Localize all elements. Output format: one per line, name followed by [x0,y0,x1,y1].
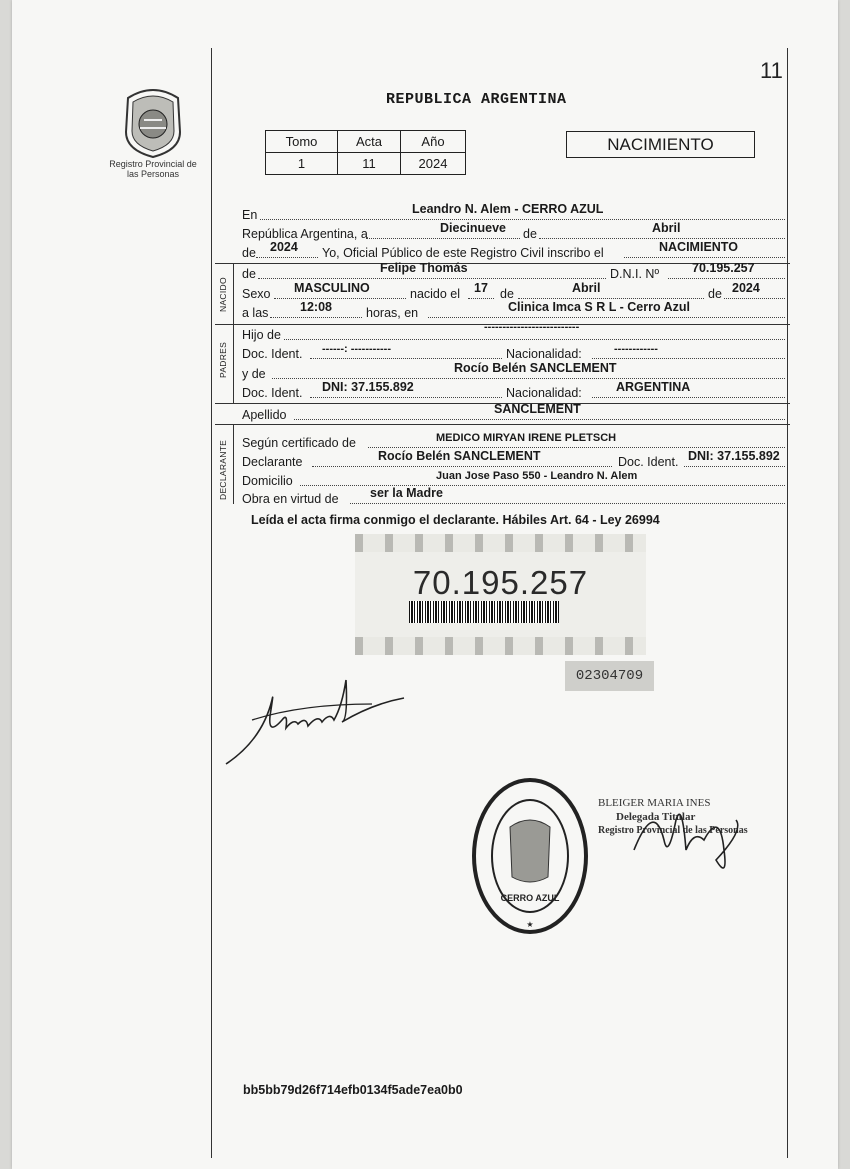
year-row [242,240,785,261]
mother-nationality: ARGENTINA [616,380,691,394]
acta-value: 11 [338,153,401,175]
registry-name: Registro Provincial de las Personas [109,159,197,179]
section-parents: PADRES [218,341,228,378]
registrar-text: Yo, Oficial Público de este Registro Civil inscribo el [322,246,604,260]
acta-header: Acta [338,131,401,153]
by-label: Obra en virtud de [242,492,339,506]
born-de-2: de [708,287,722,301]
father-name: -------------------------- [484,321,580,333]
surname-label: Apellido [242,408,287,422]
en-label: En [242,208,258,222]
mother-doc: DNI: 37.155.892 [322,380,414,394]
republic-label: República Argentina, a [242,227,368,241]
child-dni: 70.195.257 [692,261,755,275]
tomo-header: Tomo [266,131,338,153]
mother-doc-row [242,380,785,401]
svg-text:★: ★ [526,920,534,929]
birth-place: Clinica Imca S R L - Cerro Azul [508,300,690,314]
document-hash: bb5bb79d26f714efb0134f5ade7ea0b0 [243,1083,463,1097]
page-number: 11 [760,58,783,83]
de-label: de [242,267,256,281]
father-nat-label: Nacionalidad: [506,347,582,361]
child-of-label: Hijo de [242,328,281,342]
day-word: Diecinueve [440,221,507,235]
official-name: BLEIGER MARIA INES [598,797,711,809]
declarant-name: Rocío Belén SANCLEMENT [378,449,541,463]
cert-label: Según certificado de [242,436,356,450]
act-type-value: NACIMIENTO [659,240,738,254]
hours-label: horas, en [366,306,419,320]
certificate-value: MEDICO MIRYAN IRENE PLETSCH [436,432,617,444]
official-office: Registro Provincial de las Personas [598,825,748,836]
born-day: 17 [474,281,488,295]
sticker-number: 70.195.257 [412,564,589,601]
born-month: Abril [572,281,601,295]
province-seal-icon [120,84,186,158]
surname-row [242,402,785,423]
left-margin-line [211,48,212,1158]
place-row [242,202,785,223]
father-doc: ------: ----------- [322,343,391,355]
address-value: Juan Jose Paso 550 - Leandro N. Alem [436,470,638,482]
anio-value: 2024 [401,153,466,175]
barcode-icon [409,601,559,623]
tomo-value: 1 [266,153,338,175]
dni-label: D.N.I. Nº [610,267,660,281]
at-label: a las [242,306,269,320]
child-name: Felipe Thomás [380,261,468,275]
sex-value: MASCULINO [294,281,370,295]
section-born: NACIDO [218,277,228,312]
by-virtue-value: ser la Madre [370,486,443,500]
addr-label: Domicilio [242,474,293,488]
father-doc-label: Doc. Ident. [242,347,303,361]
official-stamp-icon [470,777,590,935]
declarant-signature-icon [222,660,412,770]
month-value: Abril [652,221,681,235]
de-label-1: de [523,227,537,241]
de-label-2: de [242,246,256,260]
father-nationality: ------------ [614,343,658,355]
declarant-doc: DNI: 37.155.892 [688,449,780,463]
by-virtue-row [242,486,785,507]
mother-nat-label: Nacionalidad: [506,386,582,400]
surname-value: SANCLEMENT [494,402,581,416]
record-type-box: NACIMIENTO [566,131,755,158]
official-signature-icon [624,790,754,880]
address-row [242,471,785,489]
and-label: y de [242,367,266,381]
stamp-city: CERRO AZUL [500,893,560,903]
sex-label: Sexo [242,287,271,301]
serial-number: 02304709 [565,661,654,691]
born-year: 2024 [732,281,760,295]
id-sticker [355,534,646,655]
anio-header: Año [401,131,466,153]
decl-doc-label: Doc. Ident. [618,455,679,469]
place-value: Leandro N. Alem - CERRO AZUL [412,202,604,216]
mother-name: Rocío Belén SANCLEMENT [454,361,617,375]
year-value: 2024 [270,240,298,254]
decl-label: Declarante [242,455,303,469]
born-label: nacido el [410,287,461,301]
section-declarant: DECLARANTE [218,439,228,500]
mother-doc-label: Doc. Ident. [242,386,303,400]
born-de-1: de [500,287,514,301]
birth-time: 12:08 [300,300,332,314]
official-role: Delegada Titular [616,811,696,823]
closing-text: Leída el acta firma conmigo el declarante. Hábiles Art. 64 - Ley 26994 [251,513,660,527]
right-margin-line [787,48,788,1158]
document-title: REPUBLICA ARGENTINA [386,91,567,108]
birth-certificate-page [12,0,838,1169]
registry-table [265,130,466,175]
